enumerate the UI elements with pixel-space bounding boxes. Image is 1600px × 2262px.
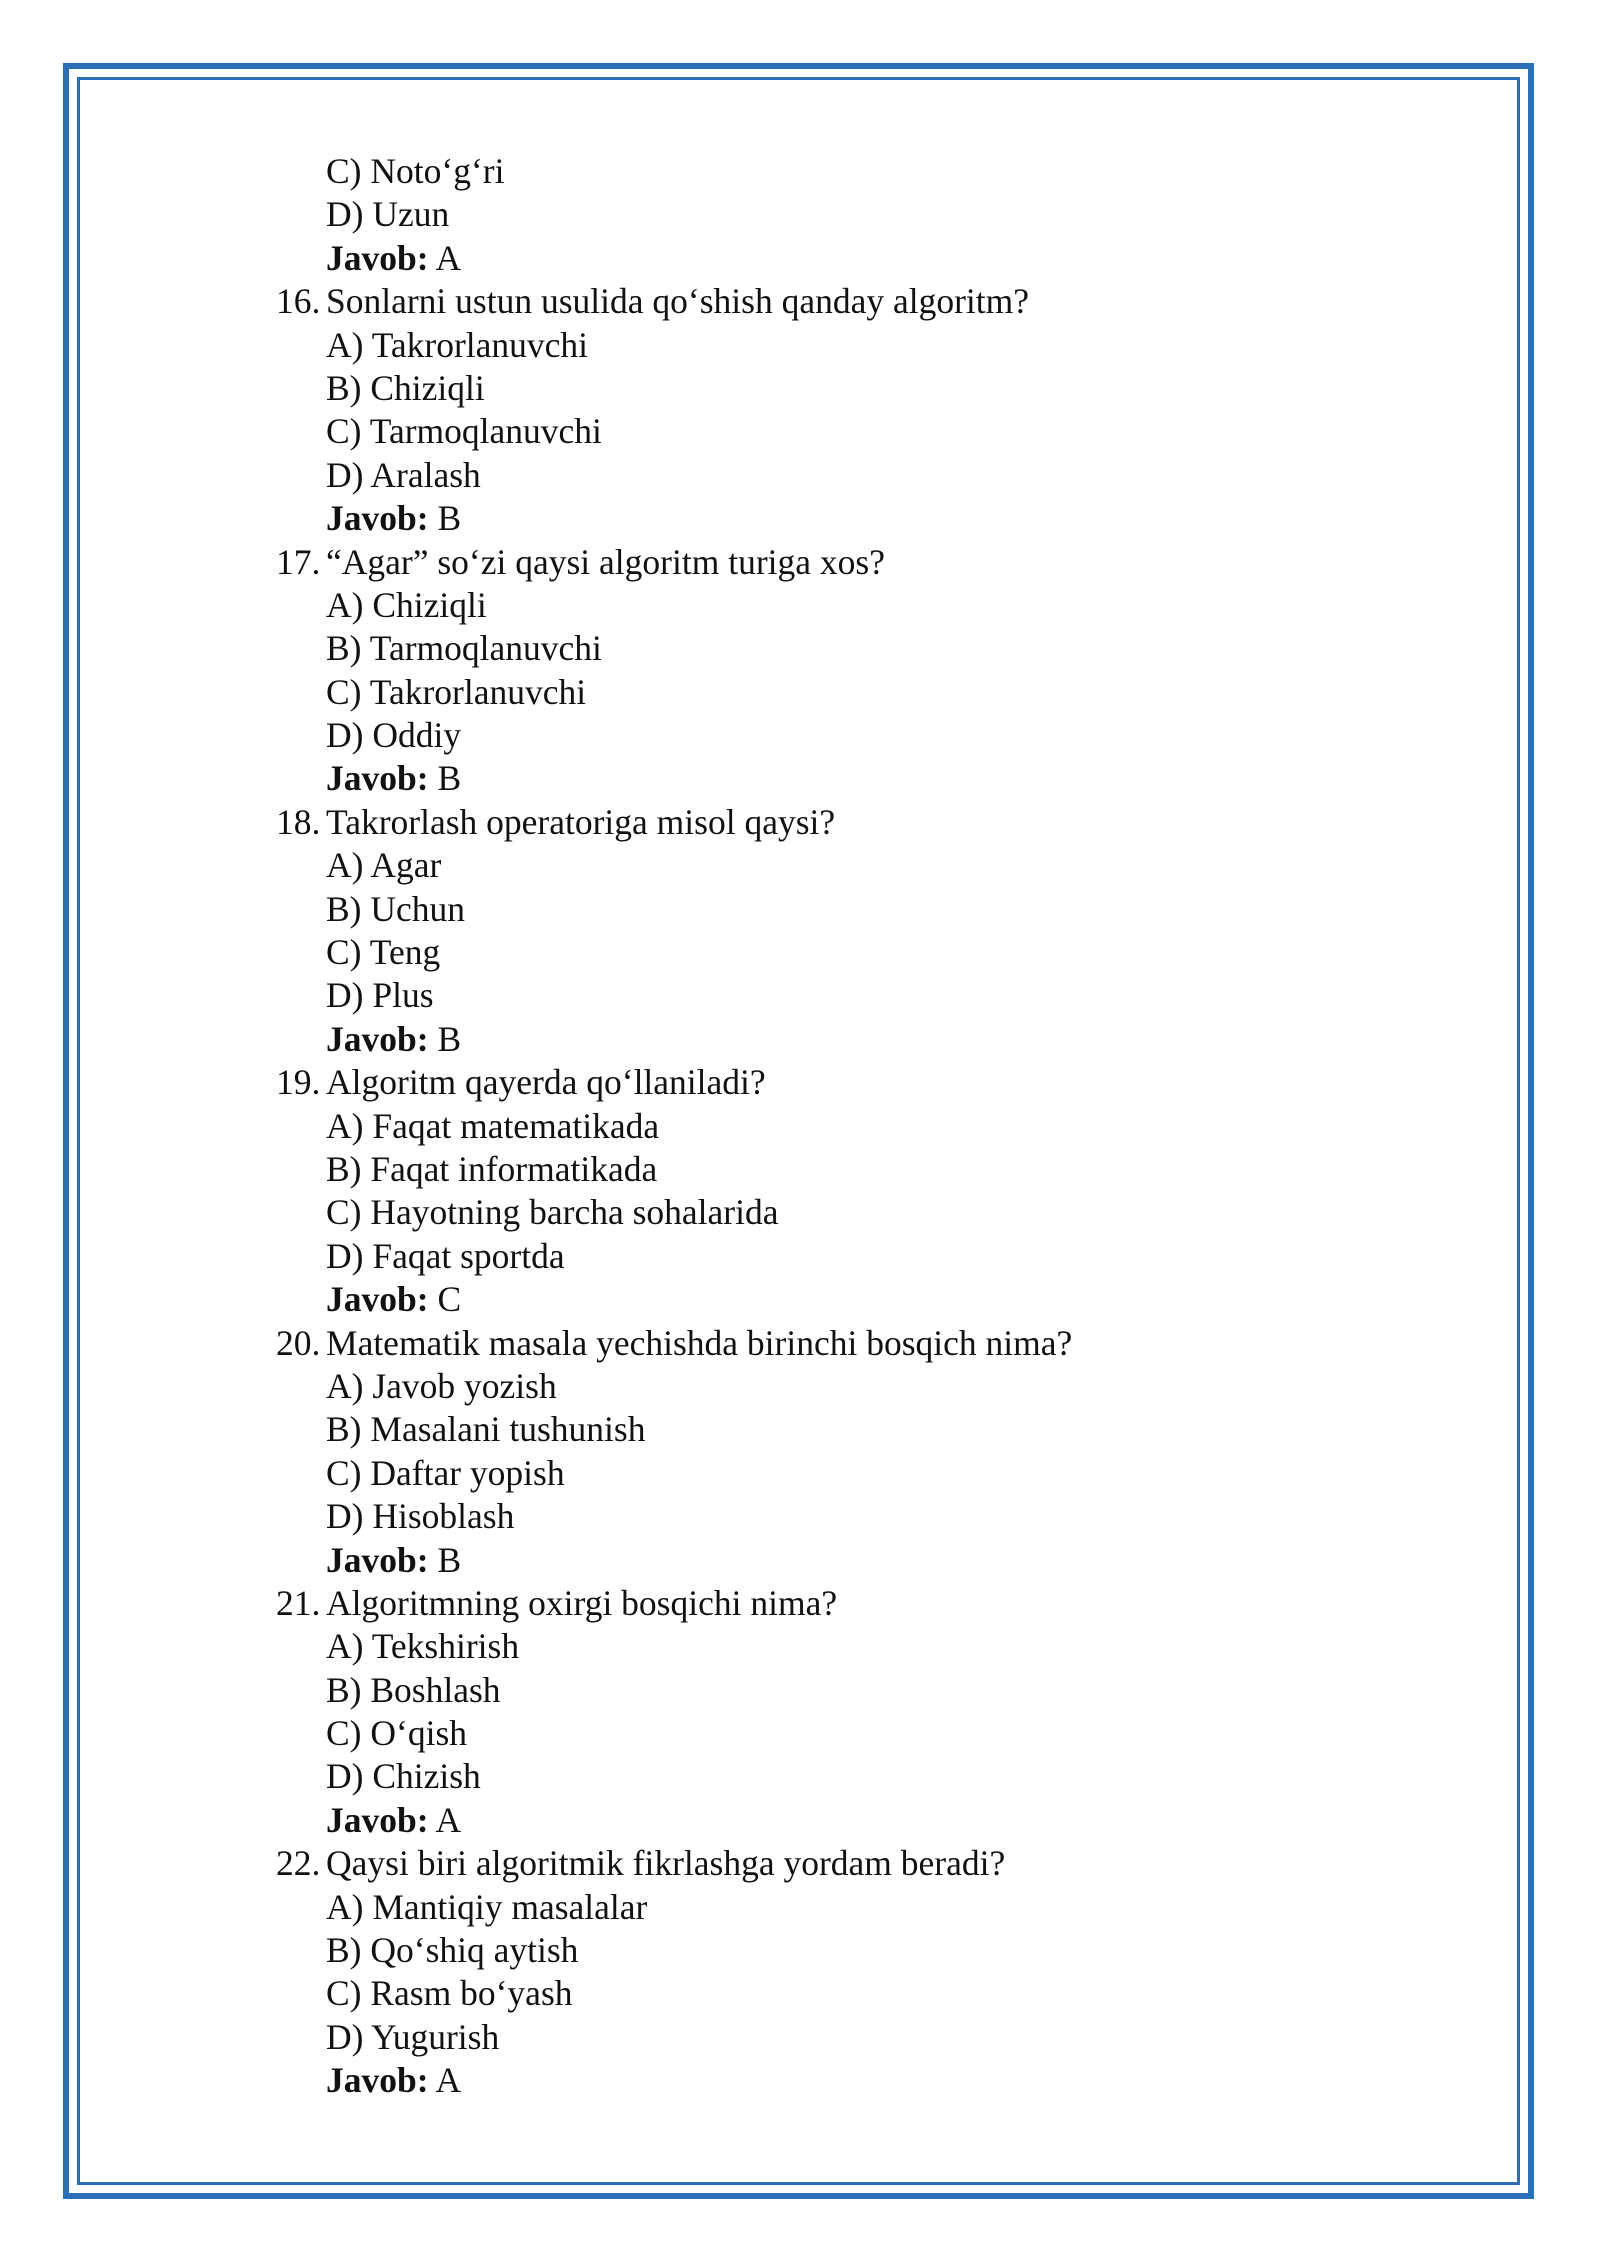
- answer-label: Javob:: [326, 237, 429, 278]
- option-b: B) Tarmoqlanuvchi: [326, 628, 602, 669]
- option-d: D) Oddiy: [326, 715, 462, 756]
- answer-value: C: [437, 1279, 462, 1320]
- question-number: 20.: [276, 1322, 321, 1363]
- option-c: C) Daftar yopish: [326, 1452, 565, 1493]
- option-a: A) Agar: [326, 845, 442, 886]
- question-number: 21.: [276, 1582, 321, 1623]
- answer-value: B: [437, 758, 462, 799]
- answer-line: [0, 1799, 1600, 1842]
- answer-line: [0, 1539, 1600, 1582]
- answer-label: Javob:: [326, 2060, 429, 2101]
- option-a: A) Faqat matematikada: [326, 1105, 660, 1146]
- answer-label: Javob:: [326, 1018, 429, 1059]
- question-19: [0, 1061, 1600, 1321]
- question-20: [0, 1322, 1600, 1582]
- question-text: Takrorlash operatoriga misol qaysi?: [326, 801, 836, 842]
- option-b: B) Qo‘shiq aytish: [326, 1930, 579, 1971]
- question-text: Sonlarni ustun usulida qo‘shish qanday algoritm?: [326, 281, 1030, 322]
- answer-line: [0, 2059, 1600, 2102]
- question-number: 18.: [276, 801, 321, 842]
- question-text: Algoritmning oxirgi bosqichi nima?: [326, 1582, 838, 1623]
- question-line: [0, 1842, 1600, 1885]
- answer-label: Javob:: [326, 498, 429, 539]
- option-d: D) Faqat sportda: [326, 1235, 565, 1276]
- question-18: [0, 801, 1600, 1061]
- answer-label: Javob:: [326, 1799, 429, 1840]
- answer-line: [0, 757, 1600, 800]
- option-c: C) Noto‘g‘ri: [326, 151, 505, 191]
- answer-value: B: [437, 1539, 462, 1580]
- answer-value: A: [435, 237, 462, 278]
- option-c: C) Tarmoqlanuvchi: [326, 411, 602, 452]
- question-number: 17.: [276, 541, 321, 582]
- question-line: [0, 1322, 1600, 1365]
- question-number: 22.: [276, 1843, 321, 1884]
- question-21: [0, 1582, 1600, 1842]
- option-c: C) Teng: [326, 932, 441, 973]
- question-line: [0, 541, 1600, 584]
- answer-value: B: [437, 498, 462, 539]
- option-a: A) Mantiqiy masalalar: [326, 1886, 648, 1927]
- answer-label: Javob:: [326, 758, 429, 799]
- answer-line: [0, 237, 1600, 280]
- answer-line: [0, 1278, 1600, 1321]
- question-16: [0, 280, 1600, 540]
- option-b: B) Masalani tushunish: [326, 1409, 646, 1450]
- answer-value: B: [437, 1018, 462, 1059]
- question-line: [0, 801, 1600, 844]
- option-d: D) Plus: [326, 975, 434, 1016]
- option-c: C) O‘qish: [326, 1713, 468, 1754]
- option-a: A) Chiziqli: [326, 584, 487, 625]
- question-text: “Agar” so‘zi qaysi algoritm turiga xos?: [326, 541, 885, 582]
- answer-line: [0, 497, 1600, 540]
- question-text: Qaysi biri algoritmik fikrlashga yordam beradi?: [326, 1843, 1006, 1884]
- question-line: [0, 1061, 1600, 1104]
- carryover-question: [0, 150, 1600, 280]
- quiz-content: [0, 150, 1600, 2103]
- option-d: D) Hisoblash: [326, 1496, 515, 1537]
- option-d: D) Chizish: [326, 1756, 481, 1797]
- answer-value: A: [435, 2060, 462, 2101]
- question-line: [0, 280, 1600, 323]
- option-d: D) Yugurish: [326, 2016, 500, 2057]
- option-b: B) Boshlash: [326, 1669, 501, 1710]
- option-a: A) Javob yozish: [326, 1365, 557, 1406]
- option-b: B) Uchun: [326, 888, 466, 929]
- question-line: [0, 1582, 1600, 1625]
- answer-label: Javob:: [326, 1279, 429, 1320]
- option-b: B) Chiziqli: [326, 367, 485, 408]
- question-17: [0, 541, 1600, 801]
- question-number: 19.: [276, 1062, 321, 1103]
- option-c: C) Rasm bo‘yash: [326, 1973, 573, 2014]
- option-c: C) Hayotning barcha sohalarida: [326, 1192, 779, 1233]
- answer-label: Javob:: [326, 1539, 429, 1580]
- question-22: [0, 1842, 1600, 2102]
- question-text: Algoritm qayerda qo‘llaniladi?: [326, 1062, 766, 1103]
- question-text: Matematik masala yechishda birinchi bosqich nima?: [326, 1322, 1073, 1363]
- option-a: A) Takrorlanuvchi: [326, 324, 589, 365]
- option-c: C) Takrorlanuvchi: [326, 671, 587, 712]
- option-d: D) Uzun: [326, 194, 450, 235]
- answer-value: A: [435, 1799, 462, 1840]
- question-number: 16.: [276, 281, 321, 322]
- option-b: B) Faqat informatikada: [326, 1148, 658, 1189]
- answer-line: [0, 1018, 1600, 1061]
- option-a: A) Tekshirish: [326, 1626, 520, 1667]
- option-d: D) Aralash: [326, 454, 481, 495]
